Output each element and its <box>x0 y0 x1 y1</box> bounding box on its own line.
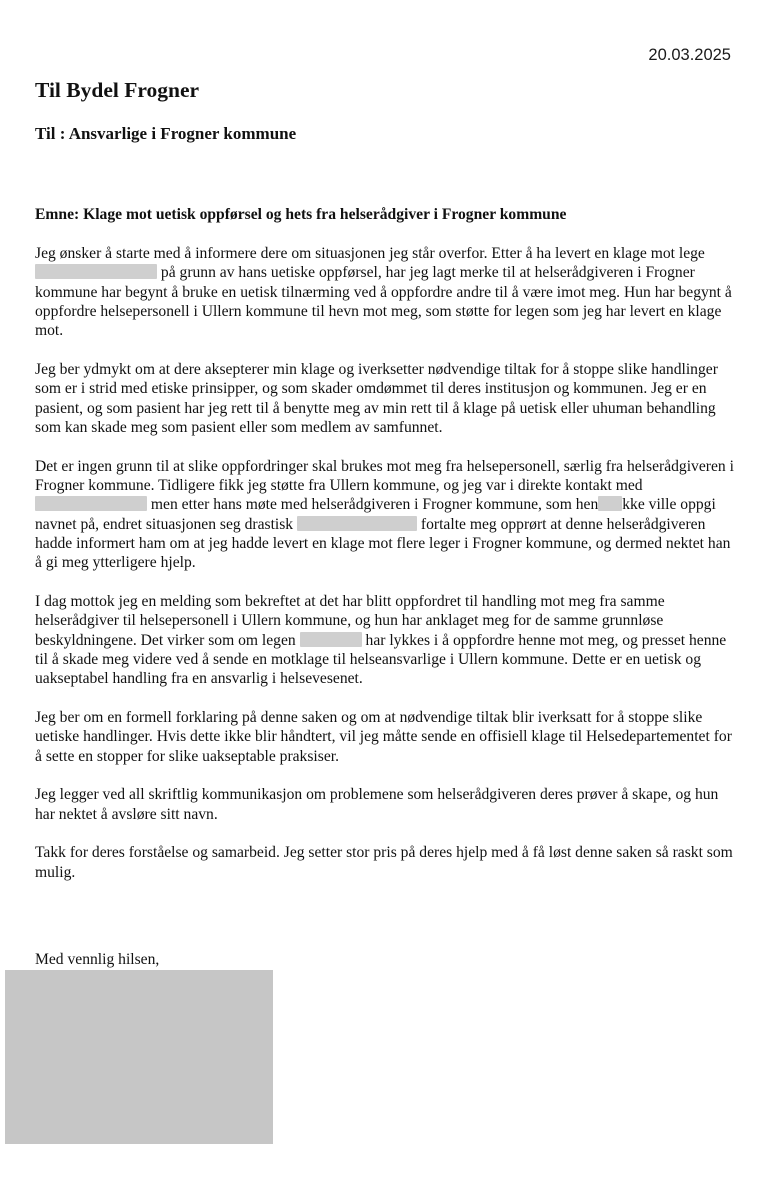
paragraph-3-text-a: Det er ingen grunn til at slike oppfordringer skal brukes mot meg fra helsepersonell, særlig fra helserådgiveren i Frogner kommune. Tidligere fikk jeg støtte fra Ullern kommune, og jeg var i direkte kontakt med <box>35 457 734 494</box>
redacted-signature-block <box>5 970 273 1144</box>
paragraph-2: Jeg ber ydmykt om at dere aksepterer min klage og iverksetter nødvendige tiltak for å stoppe slike handlinger som er i strid med etiske prinsipper, og som skader omdømmet til deres institusjon og kommunen. Jeg er en pasient, og som pasient har jeg rett til å benytte meg av min rett til å klage på uetisk eller uhuman behandling som kan skade meg som pasient eller som medlem av samfunnet. <box>35 360 718 436</box>
redacted-person-name <box>297 516 417 531</box>
redacted-contact-name <box>35 496 147 511</box>
paragraph-4-text-b: har lykkes i å oppfordre henne mot meg, og presset henne til å skade meg videre ved å sende en motklage til helseansvarlige i Ullern kommune. Dette er en uetisk og uakseptabel handling fra en ansvarlig i helsevesenet. <box>35 631 727 688</box>
paragraph-4-text-a: I dag mottok jeg en melding som bekreftet at det har blitt oppfordret til handling mot meg fra samme helserådgiver til helsepersonell i Ullern kommune, og hun har anklaget meg for de samme grunnløse beskyldningene. Det virker som om legen <box>35 592 665 649</box>
redacted-doctor-name-2 <box>300 632 362 647</box>
paragraph-3-text-c: kke ville oppgi navnet på, endret situasjonen seg drastisk <box>35 496 716 533</box>
letter-title: Til Bydel Frogner <box>35 78 200 102</box>
letter-recipient: Til : Ansvarlige i Frogner kommune <box>35 124 297 143</box>
redacted-fragment <box>598 496 622 511</box>
paragraph-6: Jeg legger ved all skriftlig kommunikasjon om problemene som helserådgiveren deres prøver å skape, og hun har nektet å avsløre sitt navn. <box>35 786 719 823</box>
paragraph-1-text-b: på grunn av hans uetiske oppførsel, har jeg lagt merke til at helserådgiveren i Frogner kommune har begynt å bruke en uetisk tilnærming ved å oppfordre andre til å være imot meg. Hun har begynt å oppfordre helsepersonell i Ullern kommune til hevn mot meg, som støtte for legen som jeg har levert en klage mot. <box>35 264 732 340</box>
paragraph-3-text-b: men etter hans møte med helserådgiveren i Frogner kommune, som hen <box>150 496 599 514</box>
paragraph-3-text-d: fortalte meg opprørt at denne helserådgiveren hadde informert ham om at jeg hadde levert en klage mot flere leger i Frogner kommune, og dermed nektet han å gi meg ytterligere hjelp. <box>35 515 731 572</box>
paragraph-3 <box>35 457 735 573</box>
letter-date: 20.03.2025 <box>648 46 731 64</box>
paragraph-5: Jeg ber om en formell forklaring på denne saken og om at nødvendige tiltak blir iverksatt for å stoppe slike uetiske handlinger. Hvis dette ikke blir håndtert, vil jeg måtte sende en offisiell klage til Helsedepartementet for å sette en stopper for slike uakseptable praksiser. <box>35 708 732 765</box>
paragraph-1 <box>35 244 735 340</box>
paragraph-4 <box>35 592 735 688</box>
redacted-doctor-name <box>35 264 157 279</box>
paragraph-7: Takk for deres forståelse og samarbeid. Jeg setter stor pris på deres hjelp med å få løst denne saken så raskt som mulig. <box>35 844 733 881</box>
letter-body <box>35 244 735 902</box>
letter-subject: Emne: Klage mot uetisk oppførsel og hets fra helserådgiver i Frogner kommune <box>35 206 567 223</box>
letter-closing: Med vennlig hilsen, <box>35 951 160 968</box>
paragraph-1-text-a: Jeg ønsker å starte med å informere dere om situasjonen jeg står overfor. Etter å ha levert en klage mot lege <box>35 245 705 262</box>
